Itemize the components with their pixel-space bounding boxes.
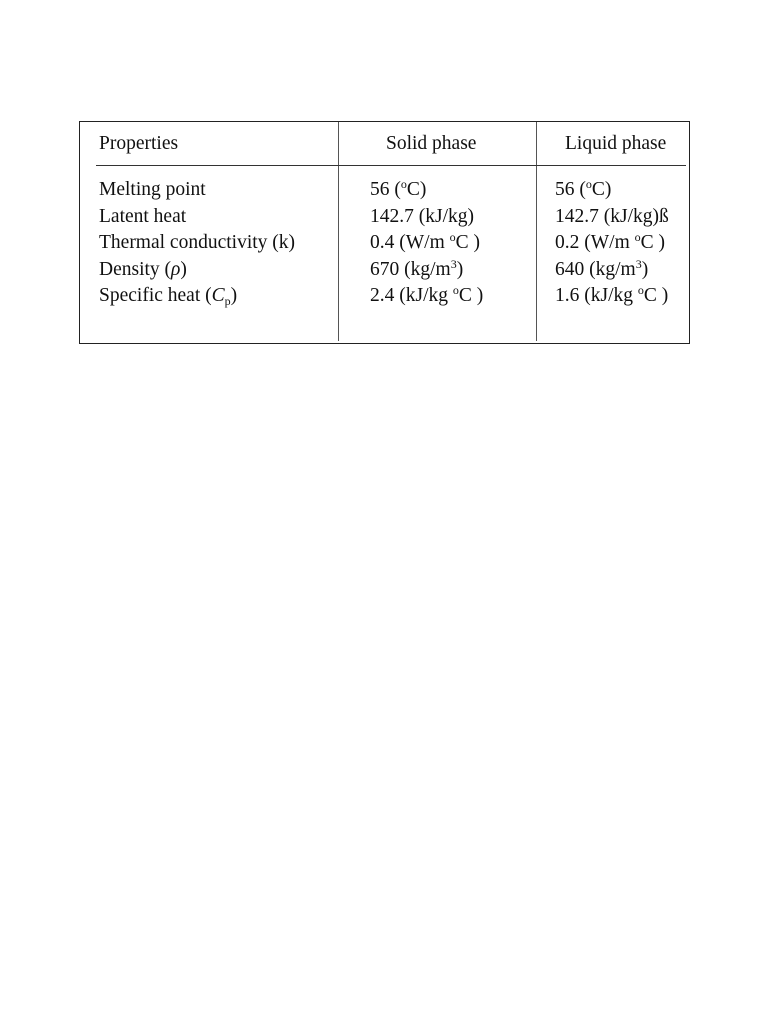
header-liquid-phase: Liquid phase: [565, 133, 667, 154]
rho-symbol: ρ: [171, 259, 181, 280]
row-1-solid: 56 ($^o$C): [370, 177, 427, 200]
row-5-property: Specific heat $(C_p)$: [99, 285, 238, 308]
row-5-solid: 2.4 (kJ/kg $^o$C ): [370, 283, 484, 306]
row-1-liquid: 56 ($^o$C): [555, 177, 612, 200]
header-solid-phase: Solid phase: [386, 133, 477, 154]
row-4-solid: 670 $(kg/m^3)$: [370, 257, 464, 280]
header-rule: [96, 165, 686, 166]
row-2-liquid: 142.7 (kJ/kg)ß: [555, 206, 669, 227]
row-1-property: Melting point: [99, 179, 206, 200]
row-3-liquid: 0.2 (W/m $^o$C ): [555, 230, 665, 253]
row-4-liquid: 640 $(kg/m^3)$: [555, 257, 649, 280]
header-properties: Properties: [99, 133, 179, 154]
column-divider-1: [338, 122, 339, 341]
cp-symbol: C: [211, 285, 225, 306]
properties-table: [79, 121, 690, 344]
row-3-solid: 0.4 (W/m $^o$C ): [370, 230, 480, 253]
column-divider-2: [536, 122, 537, 341]
row-3-property: Thermal conductivity (k): [99, 232, 296, 253]
row-5-liquid: 1.6 (kJ/kg $^o$C ): [555, 283, 669, 306]
row-2-property: Latent heat: [99, 206, 187, 227]
row-2-solid: 142.7 (kJ/kg): [370, 206, 474, 227]
row-4-property: Density (ρ): [99, 259, 187, 280]
